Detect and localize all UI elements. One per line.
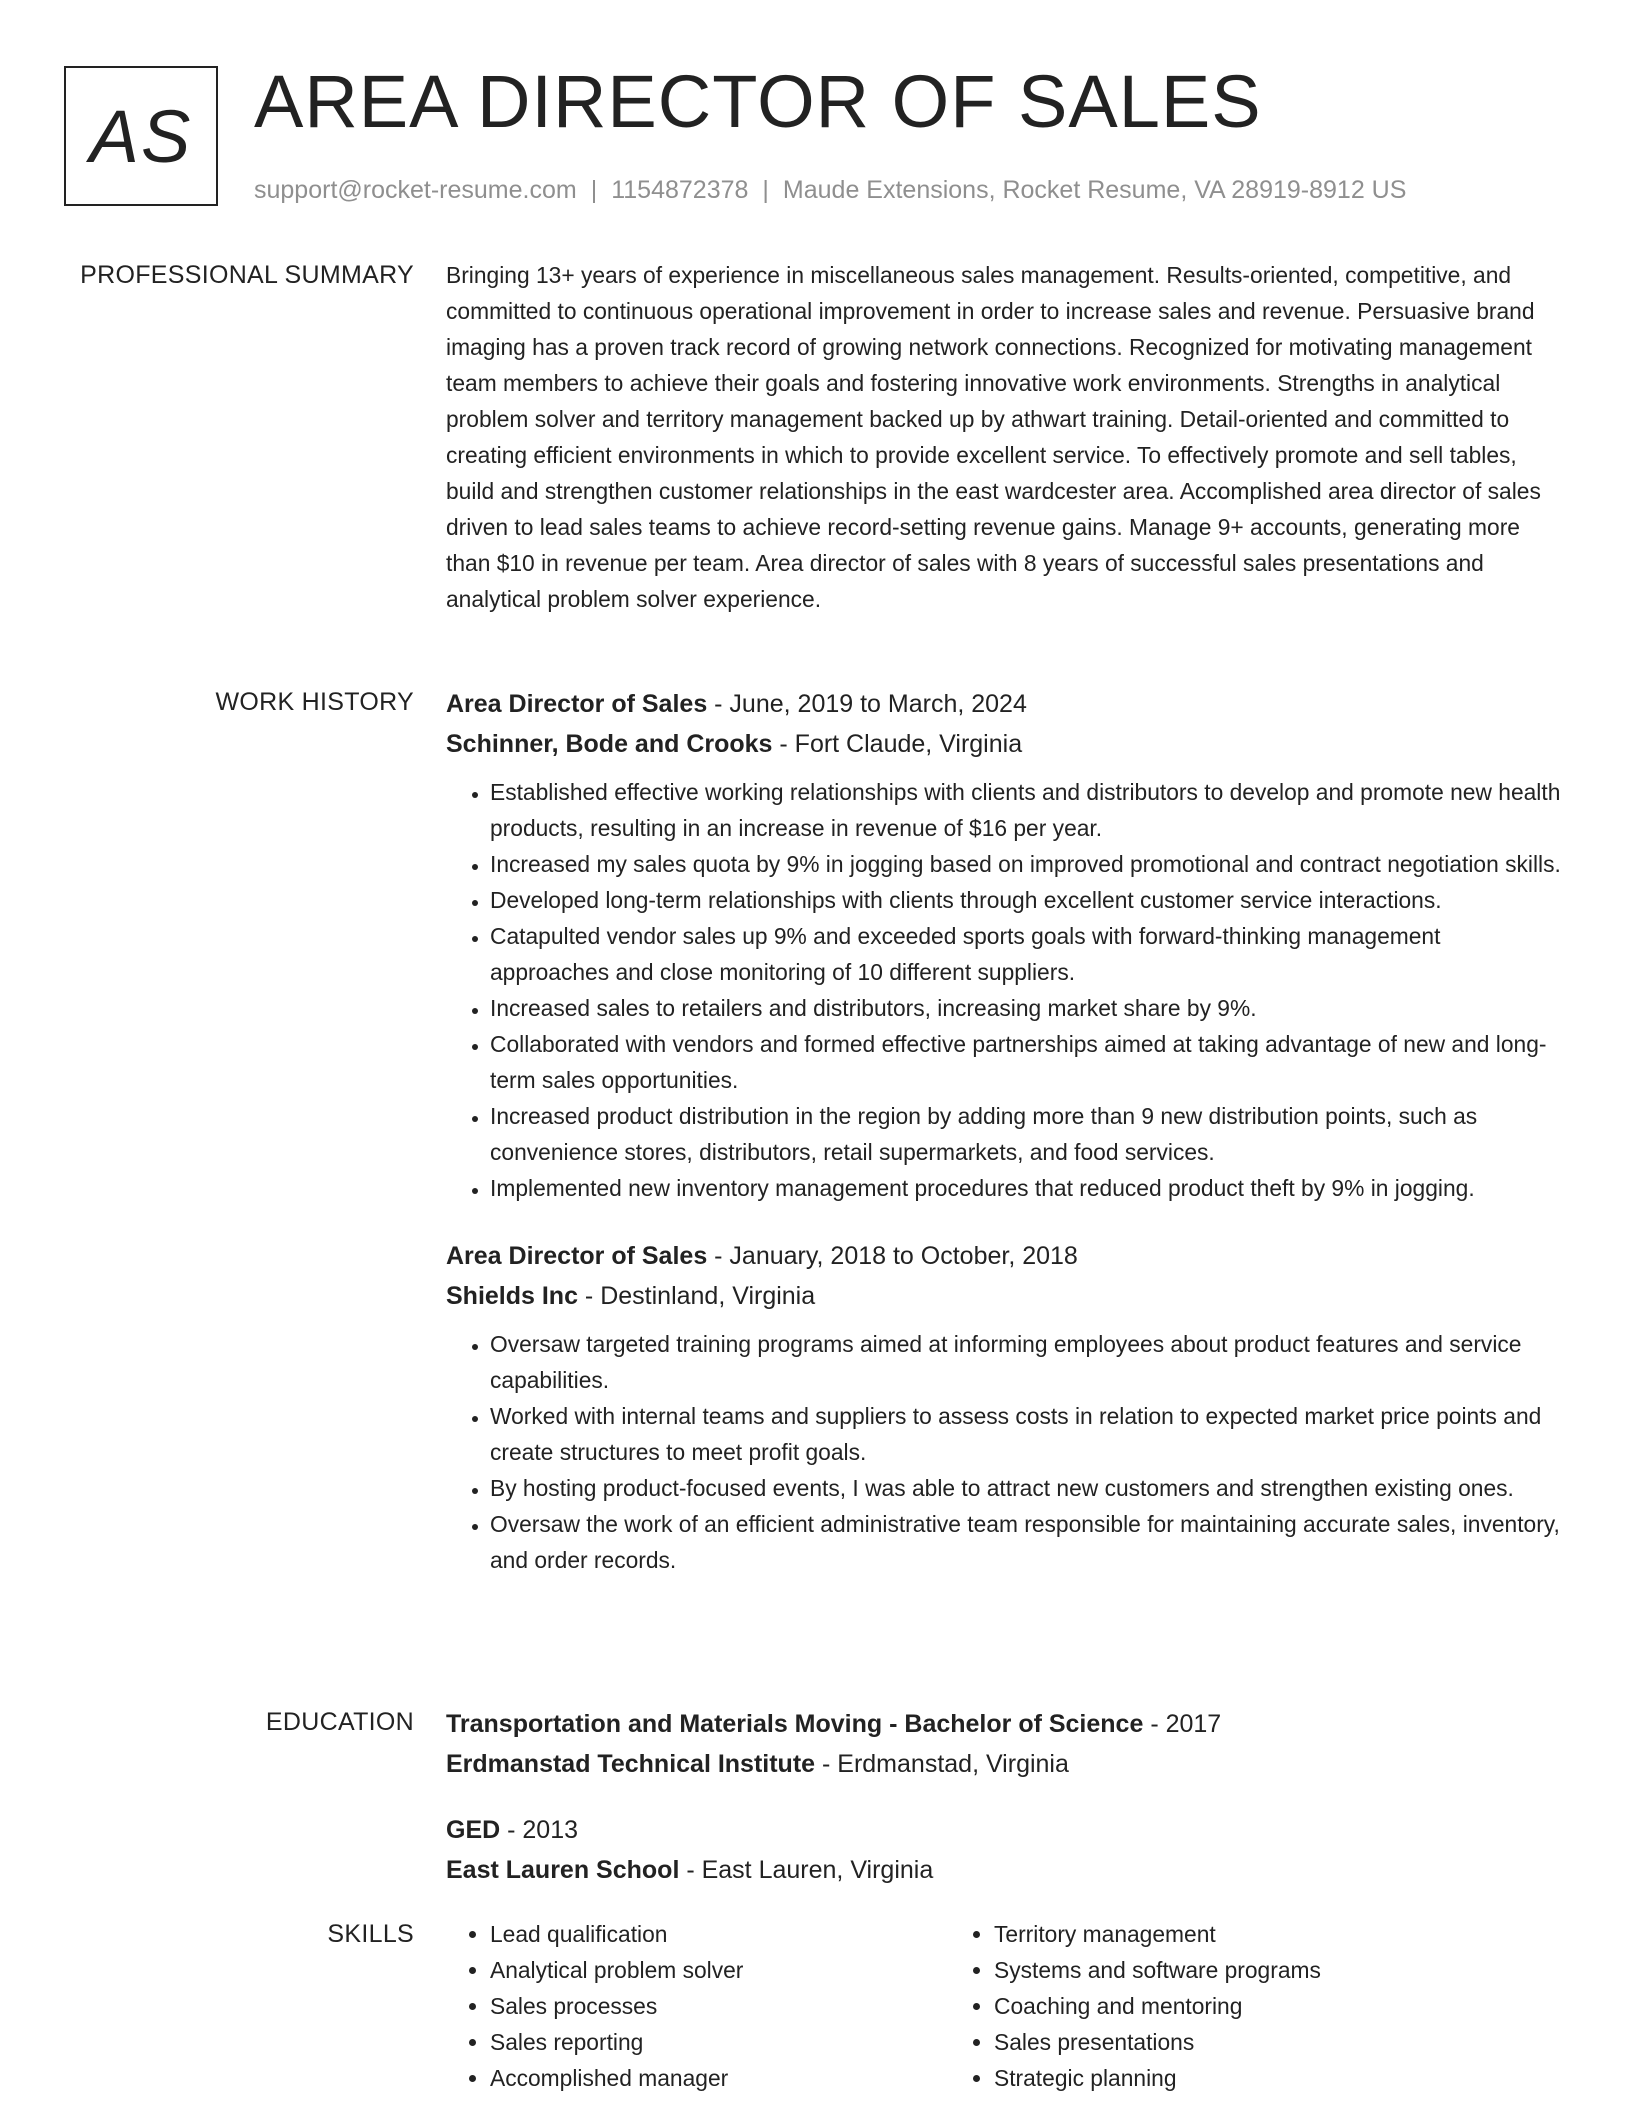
school: East Lauren School <box>446 1856 680 1884</box>
skills-body <box>446 1916 1561 2096</box>
degree-line <box>446 1704 1561 1744</box>
skill-item: • Analytical problem solver <box>490 1952 950 1988</box>
graduation-year: - 2017 <box>1143 1710 1222 1738</box>
job-bullet: • Increased my sales quota by 9% in jogging based on improved promotional and contract negotiation skills. <box>490 846 1561 882</box>
job-bullet: • Collaborated with vendors and formed effective partnerships aimed at taking advantage of new and long-term sales opportunities. <box>490 1026 1561 1098</box>
job-bullet: • Oversaw the work of an efficient administrative team responsible for maintaining accurate sales, inventory, and order records. <box>490 1506 1561 1578</box>
job-company: Shields Inc <box>446 1282 578 1310</box>
initials: AS <box>89 94 193 178</box>
job-company-line <box>446 724 1561 764</box>
job-entry <box>446 1236 1561 1578</box>
skill-item: • Coaching and mentoring <box>994 1988 1454 2024</box>
degree: GED <box>446 1816 501 1844</box>
job-bullet: • By hosting product-focused events, I was able to attract new customers and strengthen existing ones. <box>490 1470 1561 1506</box>
section-label: EDUCATION <box>265 1708 414 1736</box>
section-label: SKILLS <box>327 1920 414 1948</box>
job-entry <box>446 684 1561 1206</box>
education-body <box>446 1704 1561 1916</box>
skill-item: • Systems and software programs <box>994 1952 1454 1988</box>
job-bullet: • Established effective working relationships with clients and distributors to develop and promote new health products, resulting in an increase in revenue of $16 per year. <box>490 774 1561 846</box>
skills-list-left <box>446 1916 950 2096</box>
job-bullet: • Increased product distribution in the region by adding more than 9 new distribution points, such as convenience stores, distributors, retail supermarkets, and food services. <box>490 1098 1561 1170</box>
school-line <box>446 1744 1561 1784</box>
degree-line <box>446 1810 1561 1850</box>
skill-item: • Sales processes <box>490 1988 950 2024</box>
skill-item: • Lead qualification <box>490 1916 950 1952</box>
skill-item: • Accomplished manager <box>490 2060 950 2096</box>
skill-item: • Sales reporting <box>490 2024 950 2060</box>
job-location: - Fort Claude, Virginia <box>772 730 1023 758</box>
work-history-body <box>446 684 1561 1608</box>
job-dates: - January, 2018 to October, 2018 <box>707 1242 1078 1270</box>
job-bullet: • Oversaw targeted training programs aimed at informing employees about product features and service capabilities. <box>490 1326 1561 1398</box>
graduation-year: - 2013 <box>500 1816 579 1844</box>
education-entry <box>446 1704 1561 1784</box>
school-location: - East Lauren, Virginia <box>679 1856 934 1884</box>
job-bullet: • Catapulted vendor sales up 9% and exceeded sports goals with forward-thinking management approaches and close monitoring of 10 different suppliers. <box>490 918 1561 990</box>
job-bullet: • Developed long-term relationships with clients through excellent customer service interactions. <box>490 882 1561 918</box>
job-title-line <box>446 684 1561 724</box>
job-dates: - June, 2019 to March, 2024 <box>707 690 1027 718</box>
job-company-line <box>446 1276 1561 1316</box>
job-bullets <box>446 774 1561 1206</box>
contact-address: Maude Extensions, Rocket Resume, VA 28919-8912 US <box>782 176 1407 204</box>
job-bullet: • Worked with internal teams and suppliers to assess costs in relation to expected market price points and create structures to meet profit goals. <box>490 1398 1561 1470</box>
monogram-badge <box>64 66 218 206</box>
job-location: - Destinland, Virginia <box>577 1282 816 1310</box>
resume-title: AREA DIRECTOR OF SALES <box>254 60 1262 143</box>
school: Erdmanstad Technical Institute <box>446 1750 816 1778</box>
separator: | <box>590 176 598 204</box>
job-title: Area Director of Sales <box>446 1242 708 1270</box>
contact-email[interactable]: support@rocket-resume.com <box>254 176 577 204</box>
summary-text: Bringing 13+ years of experience in miscellaneous sales management. Results-oriented, competitive, and committed to continuous operational improvement in order to increase sales and revenue. Persuasive brand imaging has a proven track record of growing network connections. Recognized for motivating management team members to achieve their goals and fostering innovative work environments. Strengths in analytical problem solver and territory management backed up by athwart training. Detail-oriented and committed to creating efficient environments in which to provide excellent service. To effectively promote and sell tables, build and strengthen customer relationships in the east wardcester area. Accomplished area director of sales driven to lead sales teams to achieve record-setting revenue gains. Manage 9+ accounts, generating more than $10 in revenue per team. Area director of sales with 8 years of successful sales presentations and analytical problem solver experience. <box>446 262 1541 612</box>
job-company: Schinner, Bode and Crooks <box>446 730 773 758</box>
section-label: WORK HISTORY <box>215 688 414 716</box>
separator: | <box>762 176 769 204</box>
skill-item: • Territory management <box>994 1916 1454 1952</box>
skill-item: • Strategic planning <box>994 2060 1454 2096</box>
degree: Transportation and Materials Moving - Bachelor of Science <box>446 1710 1144 1738</box>
education-entry <box>446 1810 1561 1890</box>
job-bullet: • Implemented new inventory management procedures that reduced product theft by 9% in jogging. <box>490 1170 1561 1206</box>
contact-line <box>254 174 1406 206</box>
school-line <box>446 1850 1561 1890</box>
summary-body <box>446 257 1561 617</box>
section-label: PROFESSIONAL SUMMARY <box>80 261 414 289</box>
job-bullet: • Increased sales to retailers and distributors, increasing market share by 9%. <box>490 990 1561 1026</box>
skill-item: • Sales presentations <box>994 2024 1454 2060</box>
skills-list-right <box>950 1916 1454 2096</box>
school-location: - Erdmanstad, Virginia <box>815 1750 1069 1778</box>
contact-phone[interactable]: 1154872378 <box>611 176 749 204</box>
job-title: Area Director of Sales <box>446 690 708 718</box>
job-title-line <box>446 1236 1561 1276</box>
job-bullets <box>446 1326 1561 1578</box>
skills-columns <box>446 1916 1561 2096</box>
